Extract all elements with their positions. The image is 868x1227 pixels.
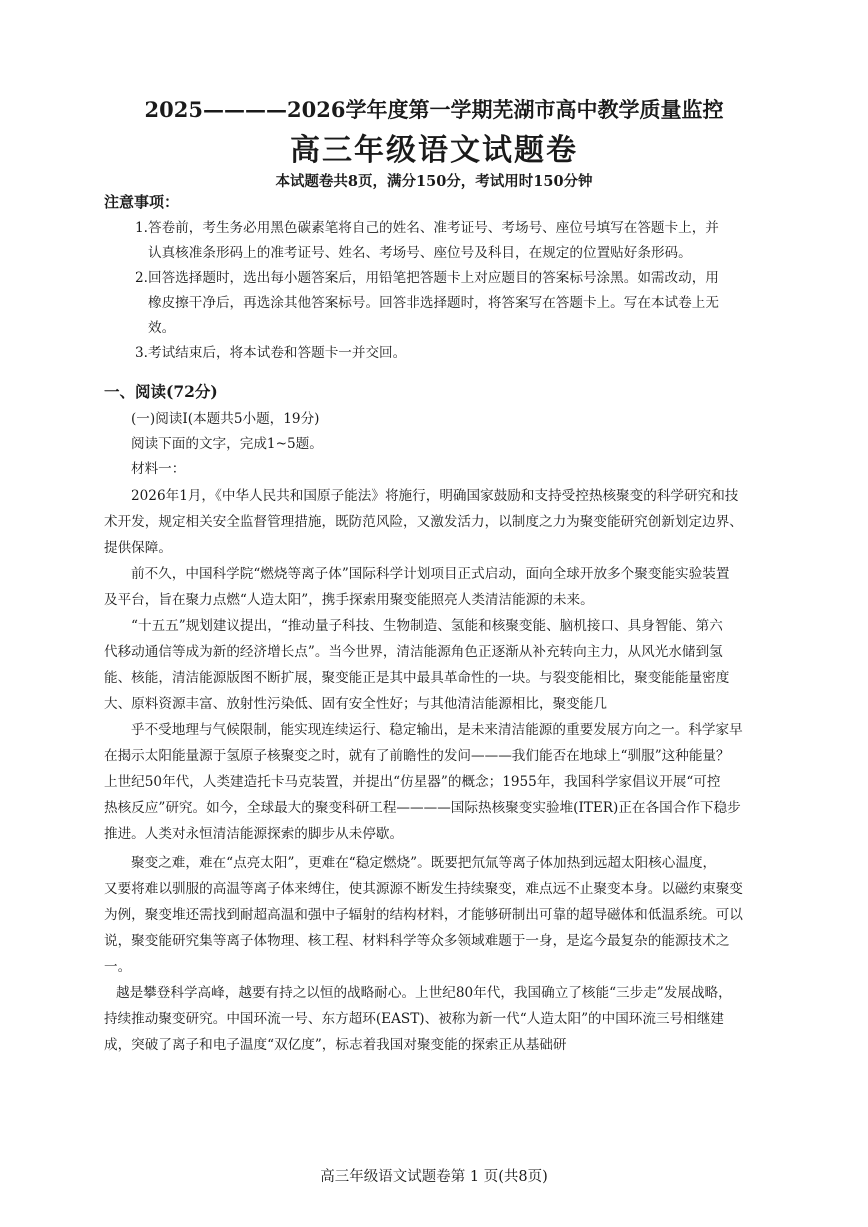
section-heading: 一、阅读(72分): [104, 382, 218, 401]
body-line: “十五五”规划建议提出，“推动量子科技、生物制造、氢能和核聚变能、脑机接口、具身智能、第六: [131, 618, 723, 634]
notice-line: 3.考试结束后，将本试卷和答题卡一并交回。: [135, 345, 407, 361]
part-heading: (一)阅读Ⅰ(本题共5小题，19分): [131, 411, 320, 427]
notice-line: 2.回答选择题时，选出每小题答案后，用铅笔把答题卡上对应题目的答案标号涂黑。如需改动，用: [135, 270, 719, 286]
body-line: 代移动通信等成为新的经济增长点”。当今世界，清洁能源角色正逐渐从补充转向主力，从风光水储到氢: [104, 644, 723, 660]
exam-title: 2025————2026学年度第一学期芜湖市高中教学质量监控: [144, 97, 724, 122]
body-line: 提供保障。: [104, 540, 172, 556]
body-line: 推进。人类对永恒清洁能源探索的脚步从未停歇。: [104, 826, 404, 842]
material-label: 材料一：: [131, 461, 186, 477]
notice-line: 效。: [148, 320, 176, 336]
body-line: 大、原料资源丰富、放射性污染低、固有安全性好；与其他清洁能源相比，聚变能几: [104, 696, 607, 712]
notice-line: 1.答卷前，考生务必用黑色碳素笔将自己的姓名、准考证号、考场号、座位号填写在答题卡上，并: [135, 220, 719, 236]
body-line: 及平台，旨在聚力点燃“人造太阳”，携手探索用聚变能照亮人类清洁能源的未来。: [104, 592, 594, 608]
instruction: 阅读下面的文字，完成1~5题。: [131, 436, 323, 452]
exam-subtitle: 高三年级语文试题卷: [290, 133, 578, 168]
body-line: 前不久，中国科学院“燃烧等离子体”国际科学计划项目正式启动，面向全球开放多个聚变能实验装置: [131, 566, 730, 582]
body-line: 2026年1月，《中华人民共和国原子能法》将施行，明确国家鼓励和支持受控热核聚变的科学研究和技: [131, 488, 739, 504]
body-line: 术开发，规定相关安全监督管理措施，既防范风险，又激发活力，以制度之力为聚变能研究创新划定边界、: [104, 514, 743, 530]
notice-line: 认真核准条形码上的准考证号、姓名、考场号、座位号及科目，在规定的位置贴好条形码。: [148, 245, 692, 261]
body-line: 热核反应”研究。如今，全球最大的聚变科研工程————国际热核聚变实验堆(ITER)正在各国合作下稳步: [104, 800, 741, 816]
notice-heading: 注意事项：: [104, 193, 180, 211]
body-line: 越是攀登科学高峰，越要有持之以恒的战略耐心。上世纪80年代，我国确立了核能“三步走”发展战略，: [116, 985, 732, 1001]
body-line: 成，突破了离子和电子温度“双亿度”，标志着我国对聚变能的探索正从基础研: [104, 1037, 567, 1053]
body-line: 又要将难以驯服的高温等离子体来缚住，使其源源不断发生持续聚变，难点远不止聚变本身。以磁约束聚变: [104, 881, 743, 897]
body-line: 说，聚变能研究集等离子体物理、核工程、材料科学等众多领域难题于一身，是迄今最复杂的能源技术之: [104, 933, 730, 949]
exam-meta: 本试题卷共8页，满分150分，考试用时150分钟: [275, 173, 593, 190]
body-line: 在揭示太阳能量源于氢原子核聚变之时，就有了前瞻性的发问———我们能否在地球上“驯服”这种能量？: [104, 748, 730, 764]
body-line: 能、核能，清洁能源版图不断扩展，聚变能正是其中最具革命性的一块。与裂变能相比，聚变能能量密度: [104, 670, 730, 686]
notice-line: 橡皮擦干净后，再选涂其他答案标号。回答非选择题时，将答案写在答题卡上。写在本试卷上无: [148, 295, 719, 311]
body-line: 聚变之难，难在“点亮太阳”，更难在“稳定燃烧”。既要把氘氚等离子体加热到远超太阳核心温度，: [131, 855, 717, 871]
body-line: 为例，聚变堆还需找到耐超高温和强中子辐射的结构材料，才能够研制出可靠的超导磁体和低温系统。可以: [104, 907, 743, 923]
page-footer: 高三年级语文试题卷第 1 页(共8页): [320, 1169, 548, 1185]
body-line: 上世纪50年代，人类建造托卡马克装置，并提出“仿星器”的概念；1955年，我国科学家倡议开展“可控: [104, 774, 721, 790]
body-line: 乎不受地理与气候限制，能实现连续运行、稳定输出，是未来清洁能源的重要发展方向之一。科学家早: [131, 722, 743, 738]
body-line: 持续推动聚变研究。中国环流一号、东方超环(EAST)、被称为新一代“人造太阳”的中国环流三号相继建: [104, 1011, 724, 1027]
body-line: 一。: [104, 959, 132, 975]
